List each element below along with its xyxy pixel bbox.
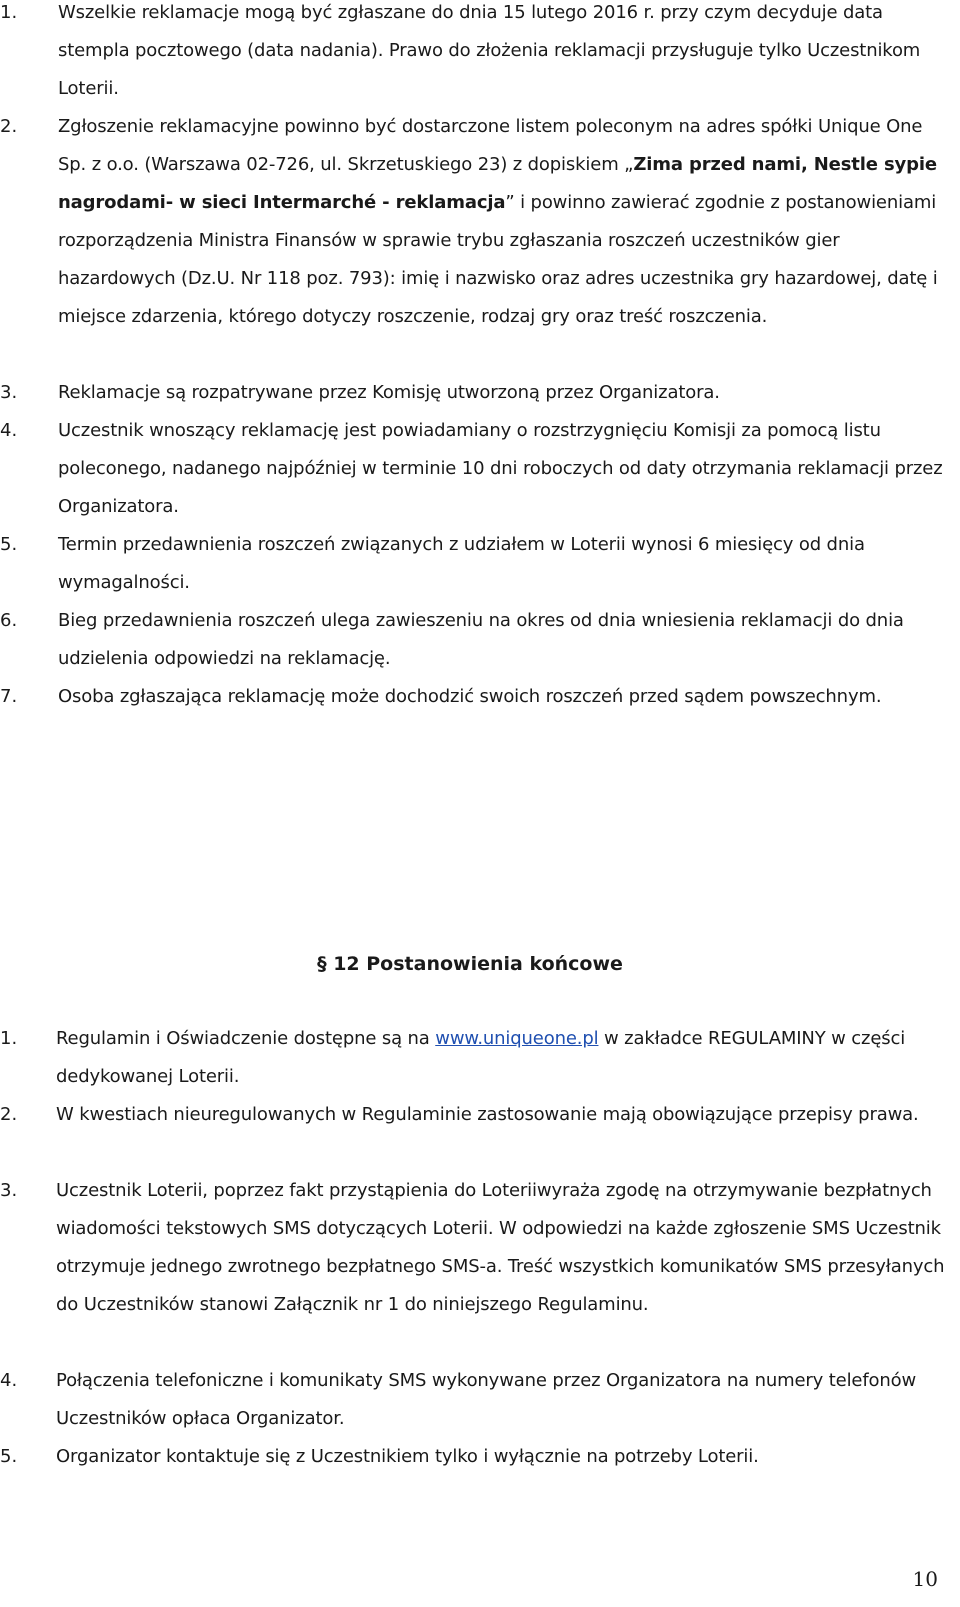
item-text	[56, 1020, 946, 1096]
item-text-part: Zgłoszenie reklamacyjne powinno być dostarczone listem poleconym na adres spółki Unique One Sp. z o.o. (Warszawa 02-726, ul. Skrzetuskiego 23) z dopiskiem „	[58, 116, 923, 175]
item-text: W kwestiach nieuregulowanych w Regulaminie zastosowanie mają obowiązujące przepisy prawa.	[56, 1104, 919, 1125]
list-item	[0, 678, 946, 716]
list-item	[0, 0, 946, 108]
item-text: Wszelkie reklamacje mogą być zgłaszane do dnia 15 lutego 2016 r. przy czym decyduje data stempla pocztowego (data nadania). Prawo do złożenia reklamacji przysługuje tylko Uczestnikom Loterii.	[58, 2, 921, 99]
item-text: Reklamacje są rozpatrywane przez Komisję utworzoną przez Organizatora.	[58, 382, 720, 403]
item-text-part: ” i powinno zawierać zgodnie z postanowieniami rozporządzenia Ministra Finansów w sprawie trybu zgłaszania roszczeń uczestników gier hazardowych (Dz.U. Nr 118 poz. 793): imię i nazwisko oraz adres uczestnika gry hazardowej, datę i miejsce zdarzenia, którego dotyczy roszczenie, rodzaj gry oraz treść roszczenia.	[58, 192, 938, 327]
list-item	[0, 526, 946, 602]
item-number: 2.	[0, 1104, 18, 1125]
list-item	[0, 1096, 946, 1134]
item-text: Uczestnik Loterii, poprzez fakt przystąpienia do Loteriiwyraża zgodę na otrzymywanie bezpłatnych wiadomości tekstowych SMS dotyczących Loterii. W odpowiedzi na każde zgłoszenie SMS Uczestnik otrzymuje jednego zwrotnego bezpłatnego SMS-a. Treść wszystkich komunikatów SMS przesyłanych do Uczestników stanowi Załącznik nr 1 do niniejszego Regulaminu.	[56, 1180, 945, 1315]
item-number: 1.	[0, 1028, 18, 1049]
item-number: 5.	[0, 1446, 18, 1467]
item-text	[58, 108, 946, 336]
list-item	[0, 602, 946, 678]
item-number: 4.	[0, 1370, 18, 1391]
item-number: 2.	[0, 116, 18, 137]
item-number: 7.	[0, 686, 18, 707]
item-text: Uczestnik wnoszący reklamację jest powiadamiany o rozstrzygnięciu Komisji za pomocą listu poleconego, nadanego najpóźniej w terminie 10 dni roboczych od daty otrzymania reklamacji przez Organizatora.	[58, 420, 943, 517]
item-text: Organizator kontaktuje się z Uczestnikiem tylko i wyłącznie na potrzeby Loterii.	[56, 1446, 759, 1467]
item-text-part: w zakładce REGULAMINY w części dedykowanej Loterii.	[56, 1028, 906, 1087]
item-bold-phrase: Zima przed nami, Nestle sypie nagrodami- w sieci Intermarché - reklamacja	[58, 154, 937, 213]
item-number: 4.	[0, 420, 18, 441]
item-text-part: Regulamin i Oświadczenie dostępne są na	[56, 1028, 436, 1049]
list-item	[0, 1438, 946, 1476]
item-text: Bieg przedawnienia roszczeń ulega zawieszeniu na okres od dnia wniesienia reklamacji do dnia udzielenia odpowiedzi na reklamację.	[58, 610, 904, 669]
list-item	[0, 1020, 946, 1096]
item-number: 3.	[0, 382, 18, 403]
list-item	[0, 374, 946, 412]
list-item	[0, 1172, 946, 1324]
item-number: 6.	[0, 610, 18, 631]
item-number: 5.	[0, 534, 18, 555]
list-item	[0, 108, 946, 336]
item-text: Osoba zgłaszająca reklamację może dochodzić swoich roszczeń przed sądem powszechnym.	[58, 686, 882, 707]
website-link[interactable]: www.uniqueone.pl	[435, 1028, 599, 1049]
list-item	[0, 1362, 946, 1438]
item-text: Połączenia telefoniczne i komunikaty SMS wykonywane przez Organizatora na numery telefonów Uczestników opłaca Organizator.	[56, 1370, 917, 1429]
section-heading: § 12 Postanowienia końcowe	[317, 953, 623, 975]
item-text: Termin przedawnienia roszczeń związanych z udziałem w Loterii wynosi 6 miesięcy od dnia wymagalności.	[58, 534, 865, 593]
list-item	[0, 412, 946, 526]
item-number: 3.	[0, 1180, 18, 1201]
item-number: 1.	[0, 2, 18, 23]
page-number: 10	[912, 1567, 938, 1591]
